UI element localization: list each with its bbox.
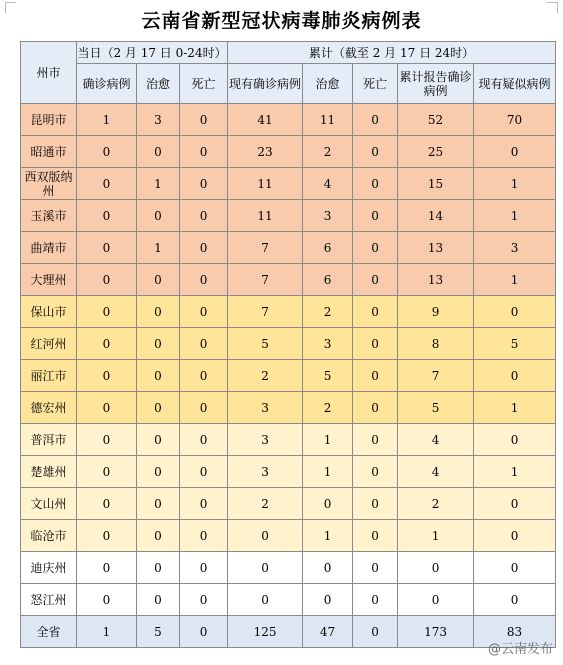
value-cell: 3	[228, 456, 303, 488]
table-total-row	[21, 616, 556, 648]
value-cell: 0	[353, 264, 398, 296]
value-cell: 0	[180, 488, 228, 520]
value-cell: 9	[398, 296, 474, 328]
table-body	[21, 104, 556, 648]
value-cell: 11	[303, 104, 353, 136]
city-name: 迪庆州	[21, 552, 77, 584]
value-cell: 1	[137, 168, 180, 200]
value-cell: 7	[228, 264, 303, 296]
value-cell: 0	[77, 136, 137, 168]
value-cell: 4	[398, 424, 474, 456]
value-cell: 1	[137, 232, 180, 264]
city-name: 德宏州	[21, 392, 77, 424]
value-cell: 0	[398, 552, 474, 584]
value-cell: 6	[303, 232, 353, 264]
value-cell: 0	[180, 136, 228, 168]
value-cell: 1	[474, 392, 556, 424]
value-cell: 13	[398, 264, 474, 296]
value-cell: 0	[228, 584, 303, 616]
header-city: 州市	[21, 42, 77, 104]
value-cell: 0	[77, 232, 137, 264]
value-cell: 2	[303, 392, 353, 424]
value-cell: 1	[474, 168, 556, 200]
value-cell: 0	[77, 552, 137, 584]
table-row	[21, 488, 556, 520]
table-row	[21, 200, 556, 232]
value-cell: 0	[137, 360, 180, 392]
header-daily-cured: 治愈	[137, 64, 180, 104]
table-row	[21, 520, 556, 552]
value-cell: 4	[398, 456, 474, 488]
header-current-suspected: 现有疑似病例	[474, 64, 556, 104]
value-cell: 52	[398, 104, 474, 136]
value-cell: 7	[398, 360, 474, 392]
city-name: 曲靖市	[21, 232, 77, 264]
header-cum-deaths: 死亡	[353, 64, 398, 104]
table-row	[21, 104, 556, 136]
value-cell: 4	[303, 168, 353, 200]
value-cell: 3	[228, 392, 303, 424]
value-cell: 0	[353, 296, 398, 328]
value-cell: 3	[474, 232, 556, 264]
city-name: 怒江州	[21, 584, 77, 616]
value-cell: 0	[137, 552, 180, 584]
value-cell: 25	[398, 136, 474, 168]
value-cell: 0	[353, 232, 398, 264]
value-cell: 83	[474, 616, 556, 648]
value-cell: 0	[353, 552, 398, 584]
value-cell: 7	[228, 296, 303, 328]
value-cell: 1	[303, 520, 353, 552]
city-name: 昭通市	[21, 136, 77, 168]
table-row	[21, 424, 556, 456]
value-cell: 0	[77, 520, 137, 552]
value-cell: 47	[303, 616, 353, 648]
value-cell: 0	[353, 488, 398, 520]
value-cell: 0	[474, 360, 556, 392]
city-name: 临沧市	[21, 520, 77, 552]
value-cell: 0	[474, 520, 556, 552]
value-cell: 0	[77, 264, 137, 296]
value-cell: 0	[228, 520, 303, 552]
value-cell: 5	[228, 328, 303, 360]
value-cell: 0	[137, 296, 180, 328]
value-cell: 0	[180, 168, 228, 200]
value-cell: 0	[137, 264, 180, 296]
value-cell: 2	[303, 296, 353, 328]
value-cell: 2	[228, 360, 303, 392]
value-cell: 0	[137, 584, 180, 616]
header-current-confirmed: 现有确诊病例	[228, 64, 303, 104]
value-cell: 0	[474, 584, 556, 616]
value-cell: 0	[137, 424, 180, 456]
value-cell: 0	[180, 360, 228, 392]
value-cell: 1	[474, 456, 556, 488]
city-name: 昆明市	[21, 104, 77, 136]
value-cell: 0	[180, 232, 228, 264]
value-cell: 125	[228, 616, 303, 648]
value-cell: 0	[137, 328, 180, 360]
value-cell: 0	[137, 520, 180, 552]
cases-table	[20, 41, 556, 648]
value-cell: 0	[353, 360, 398, 392]
city-name: 文山州	[21, 488, 77, 520]
header-cum-reported: 累计报告确诊病例	[398, 64, 474, 104]
header-daily-deaths: 死亡	[180, 64, 228, 104]
value-cell: 1	[303, 424, 353, 456]
value-cell: 2	[228, 488, 303, 520]
value-cell: 0	[353, 424, 398, 456]
value-cell: 41	[228, 104, 303, 136]
value-cell: 0	[180, 296, 228, 328]
value-cell: 0	[474, 488, 556, 520]
value-cell: 3	[303, 200, 353, 232]
value-cell: 0	[77, 424, 137, 456]
value-cell: 7	[228, 232, 303, 264]
table-row	[21, 456, 556, 488]
value-cell: 13	[398, 232, 474, 264]
value-cell: 5	[303, 360, 353, 392]
city-name: 楚雄州	[21, 456, 77, 488]
value-cell: 0	[180, 552, 228, 584]
value-cell: 0	[180, 424, 228, 456]
value-cell: 0	[77, 168, 137, 200]
header-cum-cured: 治愈	[303, 64, 353, 104]
value-cell: 0	[353, 168, 398, 200]
value-cell: 0	[137, 456, 180, 488]
table-row	[21, 360, 556, 392]
value-cell: 0	[180, 584, 228, 616]
city-name: 玉溪市	[21, 200, 77, 232]
value-cell: 3	[228, 424, 303, 456]
value-cell: 0	[180, 328, 228, 360]
value-cell: 8	[398, 328, 474, 360]
city-name: 普洱市	[21, 424, 77, 456]
value-cell: 0	[180, 104, 228, 136]
value-cell: 14	[398, 200, 474, 232]
city-name: 丽江市	[21, 360, 77, 392]
value-cell: 3	[137, 104, 180, 136]
value-cell: 23	[228, 136, 303, 168]
value-cell: 0	[353, 136, 398, 168]
value-cell: 0	[303, 584, 353, 616]
value-cell: 0	[180, 616, 228, 648]
header-daily-confirmed: 确诊病例	[77, 64, 137, 104]
city-name: 大理州	[21, 264, 77, 296]
value-cell: 0	[353, 200, 398, 232]
value-cell: 3	[303, 328, 353, 360]
table-row	[21, 296, 556, 328]
value-cell: 0	[303, 488, 353, 520]
city-name: 西双版纳州	[21, 168, 77, 200]
value-cell: 1	[474, 264, 556, 296]
value-cell: 1	[474, 200, 556, 232]
value-cell: 0	[137, 200, 180, 232]
table-row	[21, 552, 556, 584]
table-row	[21, 136, 556, 168]
value-cell: 0	[77, 456, 137, 488]
value-cell: 0	[137, 392, 180, 424]
value-cell: 0	[137, 488, 180, 520]
value-cell: 0	[77, 328, 137, 360]
value-cell: 0	[353, 616, 398, 648]
value-cell: 1	[77, 616, 137, 648]
value-cell: 5	[137, 616, 180, 648]
value-cell: 15	[398, 168, 474, 200]
watermark: @云南发布	[487, 642, 553, 657]
value-cell: 11	[228, 200, 303, 232]
value-cell: 1	[398, 520, 474, 552]
value-cell: 0	[353, 328, 398, 360]
value-cell: 0	[353, 584, 398, 616]
value-cell: 0	[77, 392, 137, 424]
value-cell: 0	[137, 136, 180, 168]
value-cell: 6	[303, 264, 353, 296]
value-cell: 0	[180, 520, 228, 552]
value-cell: 0	[474, 552, 556, 584]
header-cumulative-group: 累计（截至 2 月 17 日 24时）	[228, 42, 556, 64]
value-cell: 0	[77, 200, 137, 232]
table-row	[21, 328, 556, 360]
table-row	[21, 232, 556, 264]
value-cell: 0	[474, 296, 556, 328]
value-cell: 5	[398, 392, 474, 424]
value-cell: 0	[353, 456, 398, 488]
value-cell: 70	[474, 104, 556, 136]
value-cell: 1	[77, 104, 137, 136]
value-cell: 0	[180, 264, 228, 296]
table-row	[21, 392, 556, 424]
value-cell: 173	[398, 616, 474, 648]
city-name: 红河州	[21, 328, 77, 360]
table-row	[21, 584, 556, 616]
value-cell: 2	[303, 136, 353, 168]
value-cell: 0	[303, 552, 353, 584]
value-cell: 0	[77, 584, 137, 616]
header-daily-group: 当日（2 月 17 日 0-24时）	[77, 42, 228, 64]
value-cell: 0	[180, 456, 228, 488]
table-row	[21, 168, 556, 200]
value-cell: 0	[398, 584, 474, 616]
value-cell: 0	[474, 424, 556, 456]
value-cell: 1	[303, 456, 353, 488]
value-cell: 0	[180, 392, 228, 424]
value-cell: 0	[353, 104, 398, 136]
value-cell: 2	[398, 488, 474, 520]
value-cell: 5	[474, 328, 556, 360]
table-row	[21, 264, 556, 296]
value-cell: 11	[228, 168, 303, 200]
city-name: 全省	[21, 616, 77, 648]
value-cell: 0	[77, 360, 137, 392]
value-cell: 0	[353, 392, 398, 424]
value-cell: 0	[228, 552, 303, 584]
page-title: 云南省新型冠状病毒肺炎病例表	[141, 10, 422, 32]
value-cell: 0	[353, 520, 398, 552]
value-cell: 0	[474, 136, 556, 168]
value-cell: 0	[77, 296, 137, 328]
city-name: 保山市	[21, 296, 77, 328]
value-cell: 0	[180, 200, 228, 232]
value-cell: 0	[77, 488, 137, 520]
